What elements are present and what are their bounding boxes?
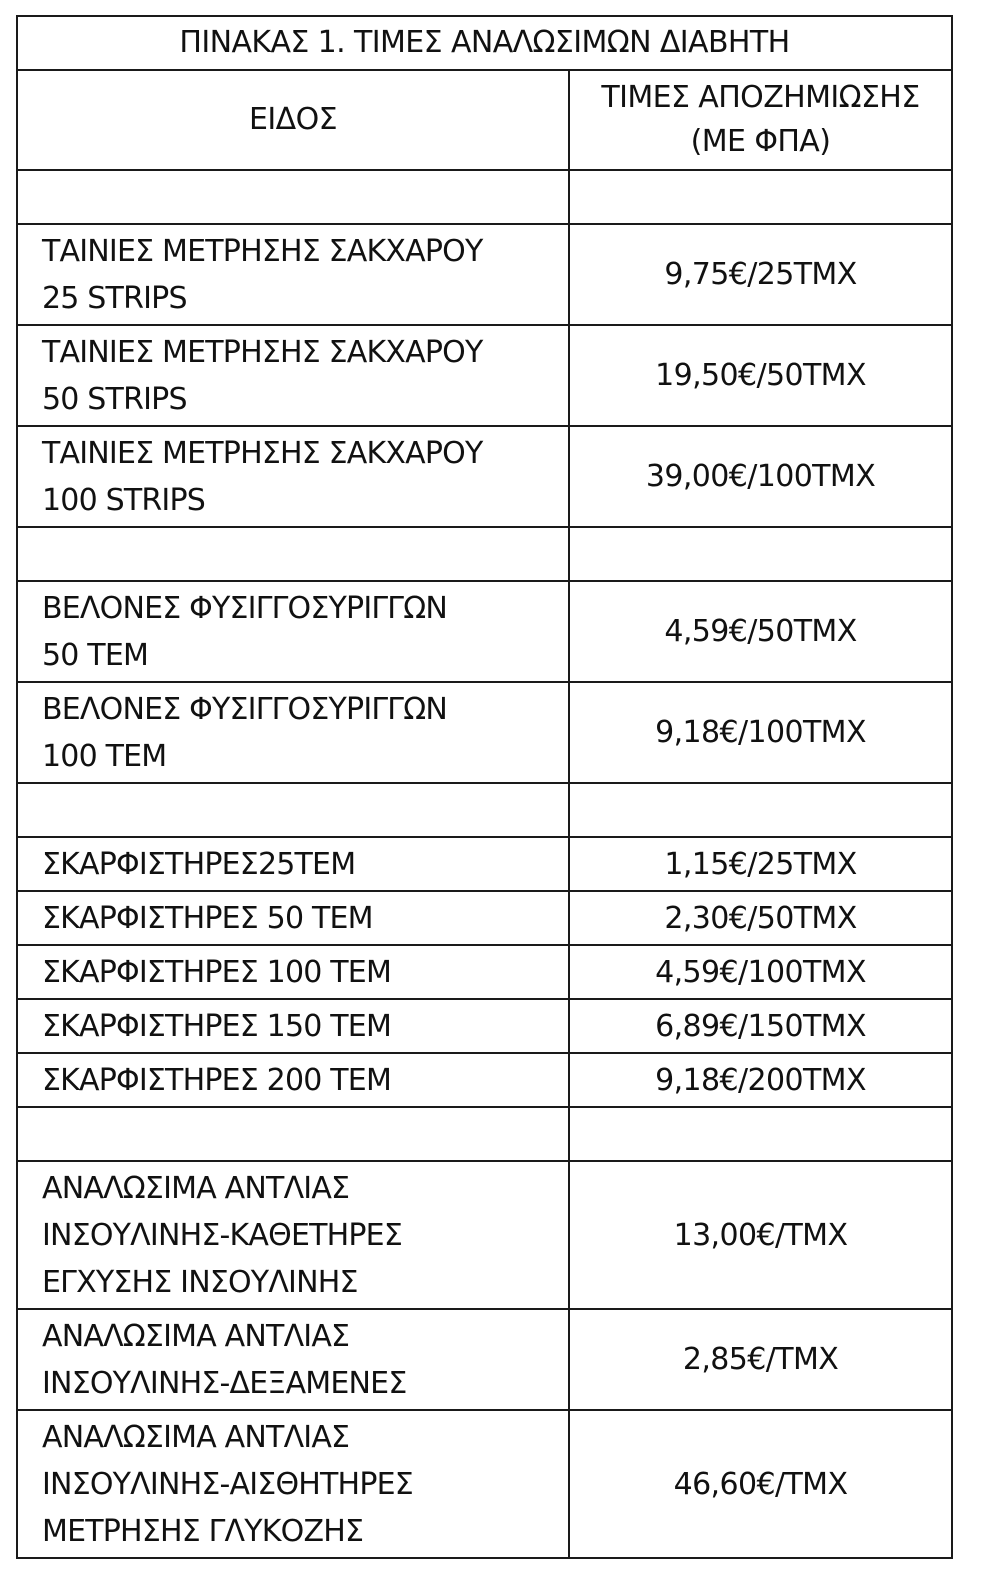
empty-price-cell <box>569 1107 952 1161</box>
item-description-cell <box>17 1053 569 1107</box>
table-row <box>17 581 952 682</box>
empty-item-cell <box>17 1107 569 1161</box>
item-description-line: ΜΕΤΡΗΣΗΣ ΓΛΥΚΟΖΗΣ <box>42 1513 364 1549</box>
item-description-cell <box>17 224 569 325</box>
table-row <box>17 224 952 325</box>
item-description-cell <box>17 682 569 783</box>
item-column-header: ΕΙΔΟΣ <box>17 70 569 170</box>
item-description-line: 100 ΤΕΜ <box>42 738 167 774</box>
table-row <box>17 426 952 527</box>
item-description-cell <box>17 999 569 1053</box>
spacer-row <box>17 170 952 224</box>
table-row <box>17 1161 952 1309</box>
item-description-line: ΣΚΑΡΦΙΣΤΗΡΕΣ 150 ΤΕΜ <box>42 1008 392 1044</box>
item-description-cell <box>17 325 569 426</box>
header-row <box>17 70 952 170</box>
price-cell: 2,30€/50ΤΜΧ <box>569 891 952 945</box>
item-description-line: ΑΝΑΛΩΣΙΜΑ ΑΝΤΛΙΑΣ <box>42 1318 350 1354</box>
table-row <box>17 891 952 945</box>
item-description-line: ΙΝΣΟΥΛΙΝΗΣ-ΑΙΣΘΗΤΗΡΕΣ <box>42 1466 413 1502</box>
item-description-line: ΣΚΑΡΦΙΣΤΗΡΕΣ 50 ΤΕΜ <box>42 900 373 936</box>
price-cell: 46,60€/ΤΜΧ <box>569 1410 952 1558</box>
table-row <box>17 837 952 891</box>
item-description-cell <box>17 1410 569 1558</box>
item-description-line: 25 STRIPS <box>42 280 187 316</box>
item-description-line: 50 STRIPS <box>42 381 187 417</box>
item-description-cell <box>17 581 569 682</box>
item-description-line: ΑΝΑΛΩΣΙΜΑ ΑΝΤΛΙΑΣ <box>42 1170 350 1206</box>
item-description-line: ΤΑΙΝΙΕΣ ΜΕΤΡΗΣΗΣ ΣΑΚΧΑΡΟΥ <box>42 334 483 370</box>
table-row <box>17 1410 952 1558</box>
price-header-line: ΤΙΜΕΣ ΑΠΟΖΗΜΙΩΣΗΣ <box>601 80 920 115</box>
spacer-row <box>17 1107 952 1161</box>
price-cell: 4,59€/100ΤΜΧ <box>569 945 952 999</box>
table-row <box>17 1053 952 1107</box>
empty-item-cell <box>17 527 569 581</box>
price-cell: 13,00€/ΤΜΧ <box>569 1161 952 1309</box>
price-cell: 4,59€/50ΤΜΧ <box>569 581 952 682</box>
table-title: ΠΙΝΑΚΑΣ 1. ΤΙΜΕΣ ΑΝΑΛΩΣΙΜΩΝ ΔΙΑΒΗΤΗ <box>17 16 952 70</box>
item-description-cell <box>17 1309 569 1410</box>
spacer-row <box>17 783 952 837</box>
price-cell: 9,18€/100ΤΜΧ <box>569 682 952 783</box>
item-description-line: ΣΚΑΡΦΙΣΤΗΡΕΣ 200 ΤΕΜ <box>42 1062 392 1098</box>
price-cell: 9,18€/200ΤΜΧ <box>569 1053 952 1107</box>
table-row <box>17 999 952 1053</box>
empty-item-cell <box>17 170 569 224</box>
item-description-line: ΑΝΑΛΩΣΙΜΑ ΑΝΤΛΙΑΣ <box>42 1419 350 1455</box>
item-description-cell <box>17 1161 569 1309</box>
item-description-cell <box>17 837 569 891</box>
empty-price-cell <box>569 527 952 581</box>
item-description-line: ΤΑΙΝΙΕΣ ΜΕΤΡΗΣΗΣ ΣΑΚΧΑΡΟΥ <box>42 435 483 471</box>
table-row <box>17 682 952 783</box>
item-description-cell <box>17 945 569 999</box>
item-description-line: ΤΑΙΝΙΕΣ ΜΕΤΡΗΣΗΣ ΣΑΚΧΑΡΟΥ <box>42 233 483 269</box>
item-description-line: 50 ΤΕΜ <box>42 637 149 673</box>
title-row <box>17 16 952 70</box>
spacer-row <box>17 527 952 581</box>
item-description-line: ΣΚΑΡΦΙΣΤΗΡΕΣ25ΤΕΜ <box>42 846 356 882</box>
price-cell: 19,50€/50ΤΜΧ <box>569 325 952 426</box>
item-description-line: ΣΚΑΡΦΙΣΤΗΡΕΣ 100 ΤΕΜ <box>42 954 392 990</box>
price-cell: 2,85€/ΤΜΧ <box>569 1309 952 1410</box>
item-description-line: ΒΕΛΟΝΕΣ ΦΥΣΙΓΓΟΣΥΡΙΓΓΩΝ <box>42 590 447 626</box>
table-body <box>17 16 952 1558</box>
empty-price-cell <box>569 170 952 224</box>
price-header-line: (ΜΕ ΦΠΑ) <box>690 124 831 159</box>
item-description-cell <box>17 426 569 527</box>
price-cell: 9,75€/25ΤΜΧ <box>569 224 952 325</box>
price-cell: 39,00€/100ΤΜΧ <box>569 426 952 527</box>
item-description-line: 100 STRIPS <box>42 482 205 518</box>
item-description-cell <box>17 891 569 945</box>
table-row <box>17 1309 952 1410</box>
empty-price-cell <box>569 783 952 837</box>
price-column-header <box>569 70 952 170</box>
item-description-line: ΒΕΛΟΝΕΣ ΦΥΣΙΓΓΟΣΥΡΙΓΓΩΝ <box>42 691 447 727</box>
price-cell: 6,89€/150ΤΜΧ <box>569 999 952 1053</box>
item-description-line: ΙΝΣΟΥΛΙΝΗΣ-ΚΑΘΕΤΗΡΕΣ <box>42 1217 402 1253</box>
empty-item-cell <box>17 783 569 837</box>
table-row <box>17 945 952 999</box>
item-description-line: ΙΝΣΟΥΛΙΝΗΣ-ΔΕΞΑΜΕΝΕΣ <box>42 1365 407 1401</box>
price-table <box>16 15 953 1559</box>
item-description-line: ΕΓΧΥΣΗΣ ΙΝΣΟΥΛΙΝΗΣ <box>42 1264 358 1300</box>
price-cell: 1,15€/25ΤΜΧ <box>569 837 952 891</box>
table-row <box>17 325 952 426</box>
